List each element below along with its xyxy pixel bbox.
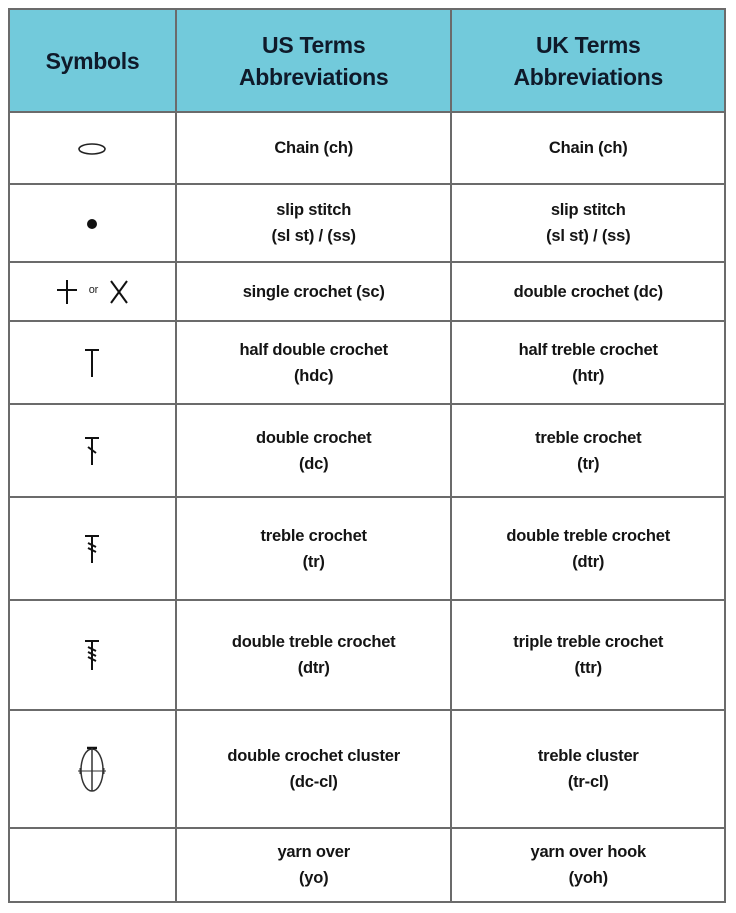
symbol-cell: [9, 497, 176, 600]
us-term-cell: [176, 262, 452, 321]
symbol-cell: [9, 112, 176, 184]
header-us-line1: US Terms: [262, 31, 366, 58]
us-term-line: (yo): [298, 869, 329, 887]
symbol-cell: [9, 710, 176, 828]
us-term-line: slip stitch: [276, 201, 352, 219]
table-row: [9, 404, 725, 497]
crochet-symbols-table: [8, 8, 726, 903]
uk-term-line: treble crochet: [535, 428, 642, 447]
header-symbols: [9, 9, 176, 112]
symbol-cell-empty: [9, 828, 176, 902]
us-term-line: (hdc): [294, 366, 334, 385]
table-row: [9, 497, 725, 600]
cluster-oval-icon: [77, 745, 107, 793]
table-row: [9, 112, 725, 184]
dc-t-one-slash-icon: [83, 436, 101, 466]
header-uk-line2: Abbreviations: [513, 63, 663, 90]
x-icon: [109, 279, 129, 305]
uk-term-line: double treble crochet: [506, 526, 671, 545]
uk-term-cell: [451, 497, 725, 600]
symbol-cell: [9, 184, 176, 262]
header-us-terms: [176, 9, 452, 112]
tr-t-two-slash-icon: [83, 534, 101, 564]
us-term-line: half double crochet: [239, 340, 388, 359]
us-term-line: (sl st) / (ss): [271, 227, 356, 245]
table-row: [9, 710, 725, 828]
us-term-line: (tr): [302, 552, 325, 571]
uk-term-cell: [451, 710, 725, 828]
table-row: [9, 262, 725, 321]
symbol-cell: [9, 404, 176, 497]
us-term-line: double treble crochet: [231, 633, 396, 651]
us-term-cell: [176, 184, 452, 262]
us-term-line: treble crochet: [260, 526, 367, 545]
header-symbols-label: Symbols: [45, 47, 140, 74]
uk-term-cell: [451, 112, 725, 184]
uk-term-line: (dtr): [572, 552, 605, 571]
hdc-t-icon: [83, 348, 101, 378]
us-term-cell: [176, 710, 452, 828]
or-label: or: [88, 283, 99, 296]
symbol-cell: [9, 262, 176, 321]
us-term-line: (dc-cl): [289, 773, 338, 791]
us-term-cell: [176, 321, 452, 404]
header-row: [9, 9, 725, 112]
us-term-line: (dtr): [297, 659, 330, 677]
uk-term-line: slip stitch: [550, 201, 626, 219]
symbol-cell: [9, 321, 176, 404]
uk-term-line: (tr-cl): [567, 773, 609, 791]
uk-term-cell: [451, 321, 725, 404]
uk-term-line: (sl st) / (ss): [546, 227, 631, 245]
uk-term-line: treble cluster: [537, 747, 639, 765]
us-term-line: Chain (ch): [274, 139, 354, 157]
uk-term-line: (htr): [572, 366, 605, 385]
uk-term-cell: [451, 600, 725, 710]
chain-oval-icon: [77, 142, 107, 156]
uk-term-line: triple treble crochet: [513, 633, 664, 651]
us-term-cell: [176, 497, 452, 600]
table-row: [9, 184, 725, 262]
uk-term-line: (tr): [577, 454, 600, 473]
us-term-line: double crochet: [255, 428, 372, 447]
us-term-cell: [176, 600, 452, 710]
uk-term-line: (yoh): [568, 869, 608, 887]
uk-term-cell: [451, 828, 725, 902]
us-term-line: (dc): [298, 454, 329, 473]
table-row: [9, 321, 725, 404]
us-term-cell: [176, 404, 452, 497]
symbol-cell: [9, 600, 176, 710]
us-term-cell: [176, 112, 452, 184]
uk-term-line: Chain (ch): [548, 139, 628, 157]
dtr-t-three-slash-icon: [83, 639, 101, 671]
uk-term-cell: [451, 184, 725, 262]
us-term-line: double crochet cluster: [227, 747, 400, 765]
uk-term-cell: [451, 404, 725, 497]
header-uk-terms: [451, 9, 725, 112]
table-row: [9, 828, 725, 902]
uk-term-line: yarn over hook: [530, 843, 646, 861]
header-us-line2: Abbreviations: [238, 63, 389, 90]
uk-term-line: (ttr): [574, 659, 602, 677]
us-term-cell: [176, 828, 452, 902]
uk-term-line: double crochet (dc): [513, 282, 663, 301]
header-uk-line1: UK Terms: [535, 31, 641, 58]
slip-stitch-dot-icon: [85, 217, 99, 231]
us-term-line: yarn over: [277, 843, 350, 861]
uk-term-cell: [451, 262, 725, 321]
table-row: [9, 600, 725, 710]
plus-icon: [56, 279, 78, 305]
uk-term-line: half treble crochet: [518, 340, 658, 359]
us-term-line: single crochet (sc): [242, 282, 385, 301]
